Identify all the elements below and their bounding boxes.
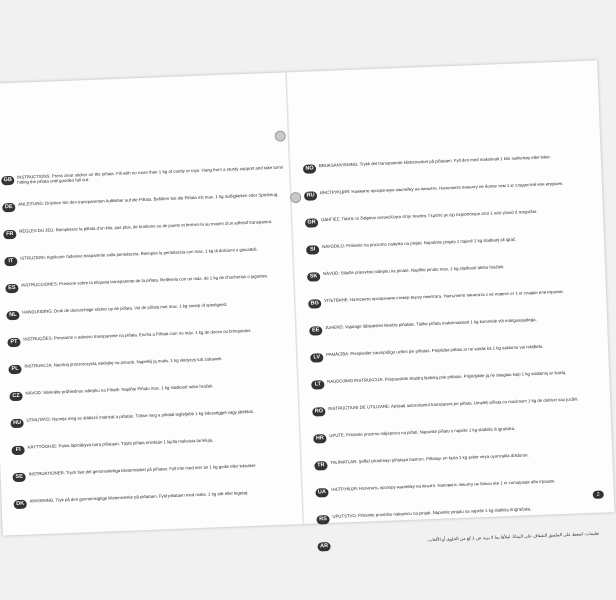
language-badge: IT	[4, 257, 17, 266]
instruction-sheet	[0, 60, 614, 550]
instruction-text: PAMĀCĪBA: Piespiediet caurspīdīgo uzlīmi pie piñatas. Piepildiet piñatu ar ne vairāk kā 1 kg saldumu vai rotaļlietu.	[326, 343, 544, 358]
instruction-text: UPUTE: Pritisnite prozirnu naljepnicu na piñati. Napunite piñatu s najviše 1 kg slatkiša ili igračaka.	[329, 425, 516, 438]
language-badge: LV	[310, 353, 323, 362]
instruction-text: تعليمات: اضغط على الملصق الشفاف على البيناتا. املأها بما لا يزيد عن 1 كغ من الحلوى أو الألعاب.	[427, 530, 600, 543]
instruction-text: INSTRUKTIONER: Tryck fast det genomskinliga klistermärket på piñatan. Fyll inte med mer än 1 kg godis eller leksaker.	[28, 462, 257, 477]
language-badge: PT	[7, 338, 20, 347]
language-badge: AR	[317, 542, 330, 551]
left-column	[1, 165, 296, 527]
language-badge: PL	[8, 365, 21, 374]
language-badge: GR	[305, 218, 318, 227]
language-badge: SK	[307, 272, 320, 281]
language-badge: FI	[11, 446, 24, 455]
instruction-text: UPUTSTVO: Pritisnite providnu nalepnicu na pinjati. Napunite pinjatu sa najviše 1 kg slatkiša ili igračaka.	[332, 506, 532, 519]
language-badge: RO	[312, 407, 325, 416]
instruction-text: ANVISNING: Tryk på den gennemsigtige klistermærke på piñataen. Fyld piñataen med maks. 1 kg slik eller legetøj.	[29, 490, 249, 504]
instruction-text: RÈGLES DU JEU: Remplissez la piñata d'un kilo, pas plus, de bonbons ou de jouets et fermez-la au moyen d'un adhésif transparent.	[19, 219, 273, 234]
language-badge: TR	[314, 461, 327, 470]
instruction-text: ISTRUZIONI: Applicare l'adesivo trasparente sulla pentolaccia. Riempire la pentolaccia con max. 1 kg di dolciumi o giocattoli.	[20, 246, 258, 261]
instruction-text: ІНСТРУКЦІЯ: Натисніть прозору наклейку на піньяті. Наповніть піньяту не більш ніж 1 кг солодощів або іграшок.	[331, 478, 556, 492]
instruction-text: INSTRUCTIONS: Press clear sticker on the piñata. Fill with no more than 1 kg of candy or toys. Hang from a sturdy support and take turns hitting the piñata until goodies fall out.	[17, 164, 284, 186]
page-number: 2	[593, 490, 604, 498]
instruction-text: JUHEND: Vajutage läbipaistev kleebis piñatale. Täitke piñata maksimaalselt 1 kg kommide või mänguasjadega.	[325, 316, 537, 331]
language-badge: NO	[303, 164, 316, 173]
instruction-text: KÄYTTÖOHJE: Paina läpinäkyvä tarra piñataan. Täytä piñata enintään 1 kg:lla makeisia tai leluja.	[27, 437, 214, 450]
language-badge: DE	[2, 203, 15, 212]
punch-hole	[290, 192, 301, 203]
language-badge: CZ	[9, 392, 22, 401]
language-badge: ES	[5, 284, 18, 293]
instruction-text: ANLEITUNG: Drücken Sie den transparenten Aufkleber auf die Piñata. Befüllen Sie die Piñata mit max. 1 kg Süßigkeiten oder Spielzeug.	[18, 191, 279, 207]
language-badge: HR	[313, 434, 326, 443]
right-column	[303, 153, 600, 569]
instruction-text: NÁVOD: Stlačte priesvitnú nálepku na pinate. Naplňte pinatu max. 1 kg sladkostí alebo hračiek.	[322, 264, 505, 277]
instruction-text: ÚTMUTATÓ: Nyomja meg az átlátszó matricát a piñatán. Töltse meg a piñatát legfeljebb 1 kg édességgel vagy játékkal.	[26, 408, 254, 423]
language-badge: BG	[308, 299, 321, 308]
instruction-text: INSTRUCȚIUNI DE UTILIZARE: Apăsați autocolantul transparent pe piñata. Umpleți piñata cu maximum 1 kg de dulciuri sau jucării.	[328, 396, 579, 411]
instruction-text: INSTRUÇÕES: Pressione o adesivo transparente na piñata. Encha a Piñata com no máx. 1 kg de doces ou brinquedos.	[23, 327, 252, 342]
language-badge: EE	[309, 326, 322, 335]
language-badge: RS	[316, 515, 329, 524]
instruction-text: УПЪТВАНЕ: Натиснете прозрачния стикер върху пинятата. Напълнете пинятата с не повече от 1 кг сладки или играчки.	[324, 288, 564, 304]
language-badge: UA	[315, 488, 328, 497]
instruction-text: BRUKSANVISNING: Trykk det transparente klistremerket på piñataen. Fyll den med maksimalt 1 kilo sukkertøy eller leker.	[318, 154, 551, 169]
instruction-text: INSTRUCCIONES: Presione sobre la etiqueta transparente de la piñata. Rellénela con un máx. de 1 kg de chucherías o juguetes.	[21, 273, 269, 288]
instruction-text: ΟΔΗΓΙΕΣ: Πιέστε το διάφανο αυτοκόλλητο στην πινιάτα. Γεμίστε με όχι περισσότερο από 1 κιλό γλυκά ή παιχνίδια.	[320, 208, 538, 223]
language-badge: DK	[14, 500, 27, 509]
language-badge: SE	[13, 473, 26, 482]
language-badge: RU	[304, 191, 317, 200]
language-badge: GB	[1, 176, 14, 185]
language-badge: SI	[306, 245, 319, 254]
instruction-text: NAUDOJIMO INSTRUKCIJA: Prispauskite skaidrų lipduką prie piñatos. Pripildykite ją ne daugiau kaip 1 kg saldainių ar žaislų.	[327, 369, 567, 385]
punch-hole	[275, 130, 286, 141]
language-badge: LT	[311, 380, 324, 389]
instruction-text: HANDLEIDING: Druk de doorzichtige sticker op de piñata. Vul de piñata met max. 1 kg snoep of speelgoed.	[22, 301, 228, 315]
instruction-text: TALİMATLAR: Şeffaf çıkartmayı piñataya bastırın. Piñatayı en fazla 1 kg şeker veya oyuncakla doldurun.	[330, 452, 529, 465]
instruction-text: NAVODILO: Pritisnite na prozorno nalepko na pinjati. Napolnite pinjato z največ 1 kg sladkarij ali igrač.	[321, 236, 517, 250]
instruction-text: INSTRUKCJA: Naciśnij przezroczystą naklejkę na pinacie. Napełnij ją maks. 1 kg słodyczy lub zabawek.	[24, 356, 223, 369]
language-badge: NL	[6, 311, 19, 320]
language-badge: HU	[10, 419, 23, 428]
instruction-text: ИНСТРУКЦИЯ: Нажмите прозрачную наклейку на пиньяте. Наполните пиньяту не более чем 1 кг сладостей или игрушек.	[319, 180, 564, 196]
language-badge: FR	[3, 230, 16, 239]
instruction-text: NÁVOD: Stiskněte průhlednou nálepku na Piňatě. Naplňte Piňatu max. 1 kg sladkostí nebo hraček.	[25, 383, 214, 396]
